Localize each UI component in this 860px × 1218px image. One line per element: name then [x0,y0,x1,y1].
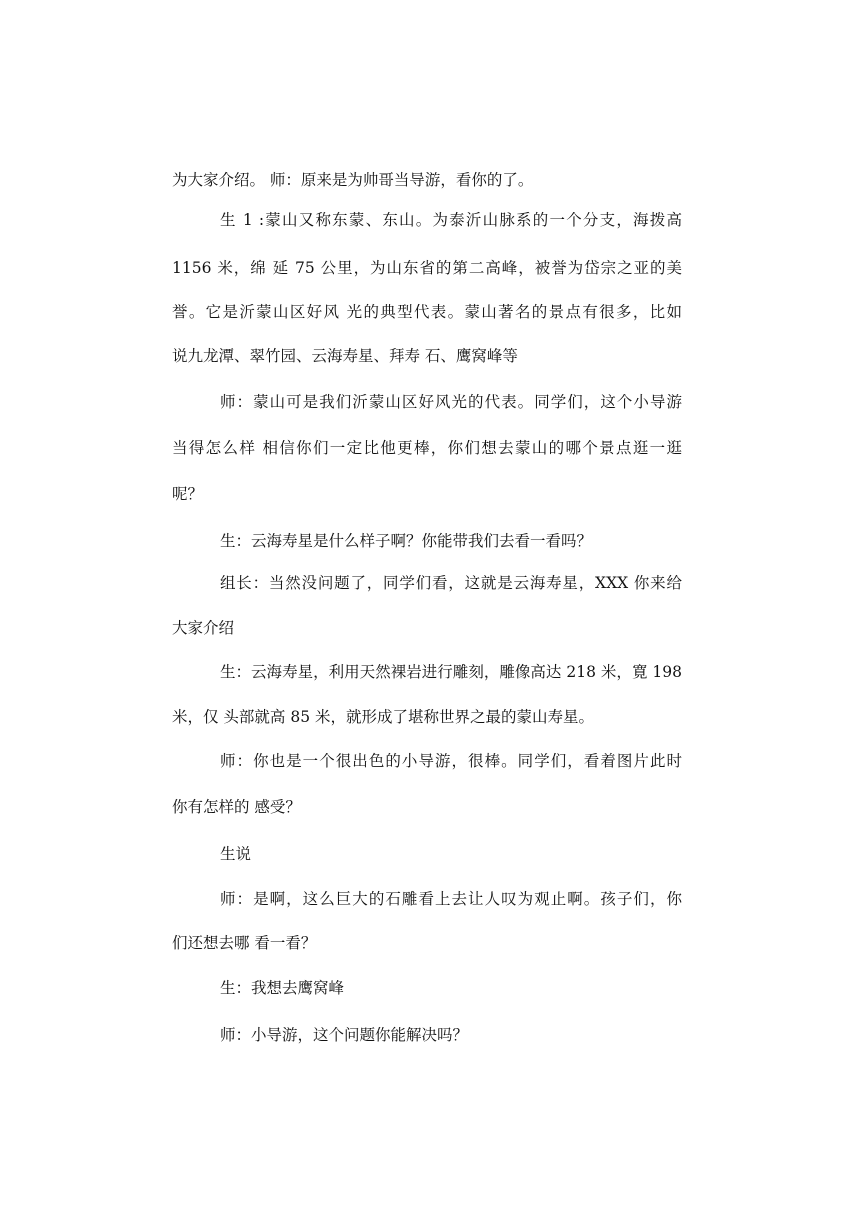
text-line: 生：云海寿星，利用天然裸岩进行雕刻，雕像高达 218 米，寛 198 [220,663,682,681]
text-line: 生说 [220,845,252,863]
text-line: 师：是啊，这么巨大的石雕看上去让人叹为观止啊。孩子们，你 [220,890,682,908]
text-line: 组长：当然没问题了，同学们看，这就是云海寿星，XXX 你来给 [220,574,682,592]
text-line: 生：我想去鹰窝峰 [220,979,345,997]
text-line: 你有怎样的 感受？ [172,798,301,816]
text-line: 誉。它是沂蒙山区好风 光的典型代表。蒙山著名的景点有很多，比如 [172,303,682,321]
text-line: 生：云海寿星是什么样子啊？你能带我们去看一看吗？ [220,532,593,550]
text-line: 师：你也是一个很出色的小导游，很棒。同学们，看着图片此时 [220,752,682,770]
text-line: 当得怎么样 相信你们一定比他更棒，你们想去蒙山的哪个景点逛一逛 [172,439,682,457]
text-line: 说九龙潭、翠竹园、云海寿星、拜寿 石、鹰窝峰等 [172,347,518,365]
text-line: 呢？ [172,485,204,503]
text-line: 们还想去哪 看一看？ [172,934,317,952]
text-line: 1156 米，绵 延 75 公里，为山东省的第二高峰，被誉为岱宗之亚的美 [172,259,682,277]
text-line: 师：蒙山可是我们沂蒙山区好风光的代表。同学们，这个小导游 [220,393,682,411]
text-line: 师：小导游，这个问题你能解决吗？ [220,1026,469,1044]
text-line: 生 1 :蒙山又称东蒙、东山。为泰沂山脉系的一个分支，海拨高 [220,211,682,229]
text-line: 米，仅 头部就高 85 米，就形成了堪称世界之最的蒙山寿星。 [172,708,595,726]
text-line: 大家介绍 [172,619,235,637]
text-line: 为大家介绍。 师：原来是为帅哥当导游，看你的了。 [172,171,534,189]
